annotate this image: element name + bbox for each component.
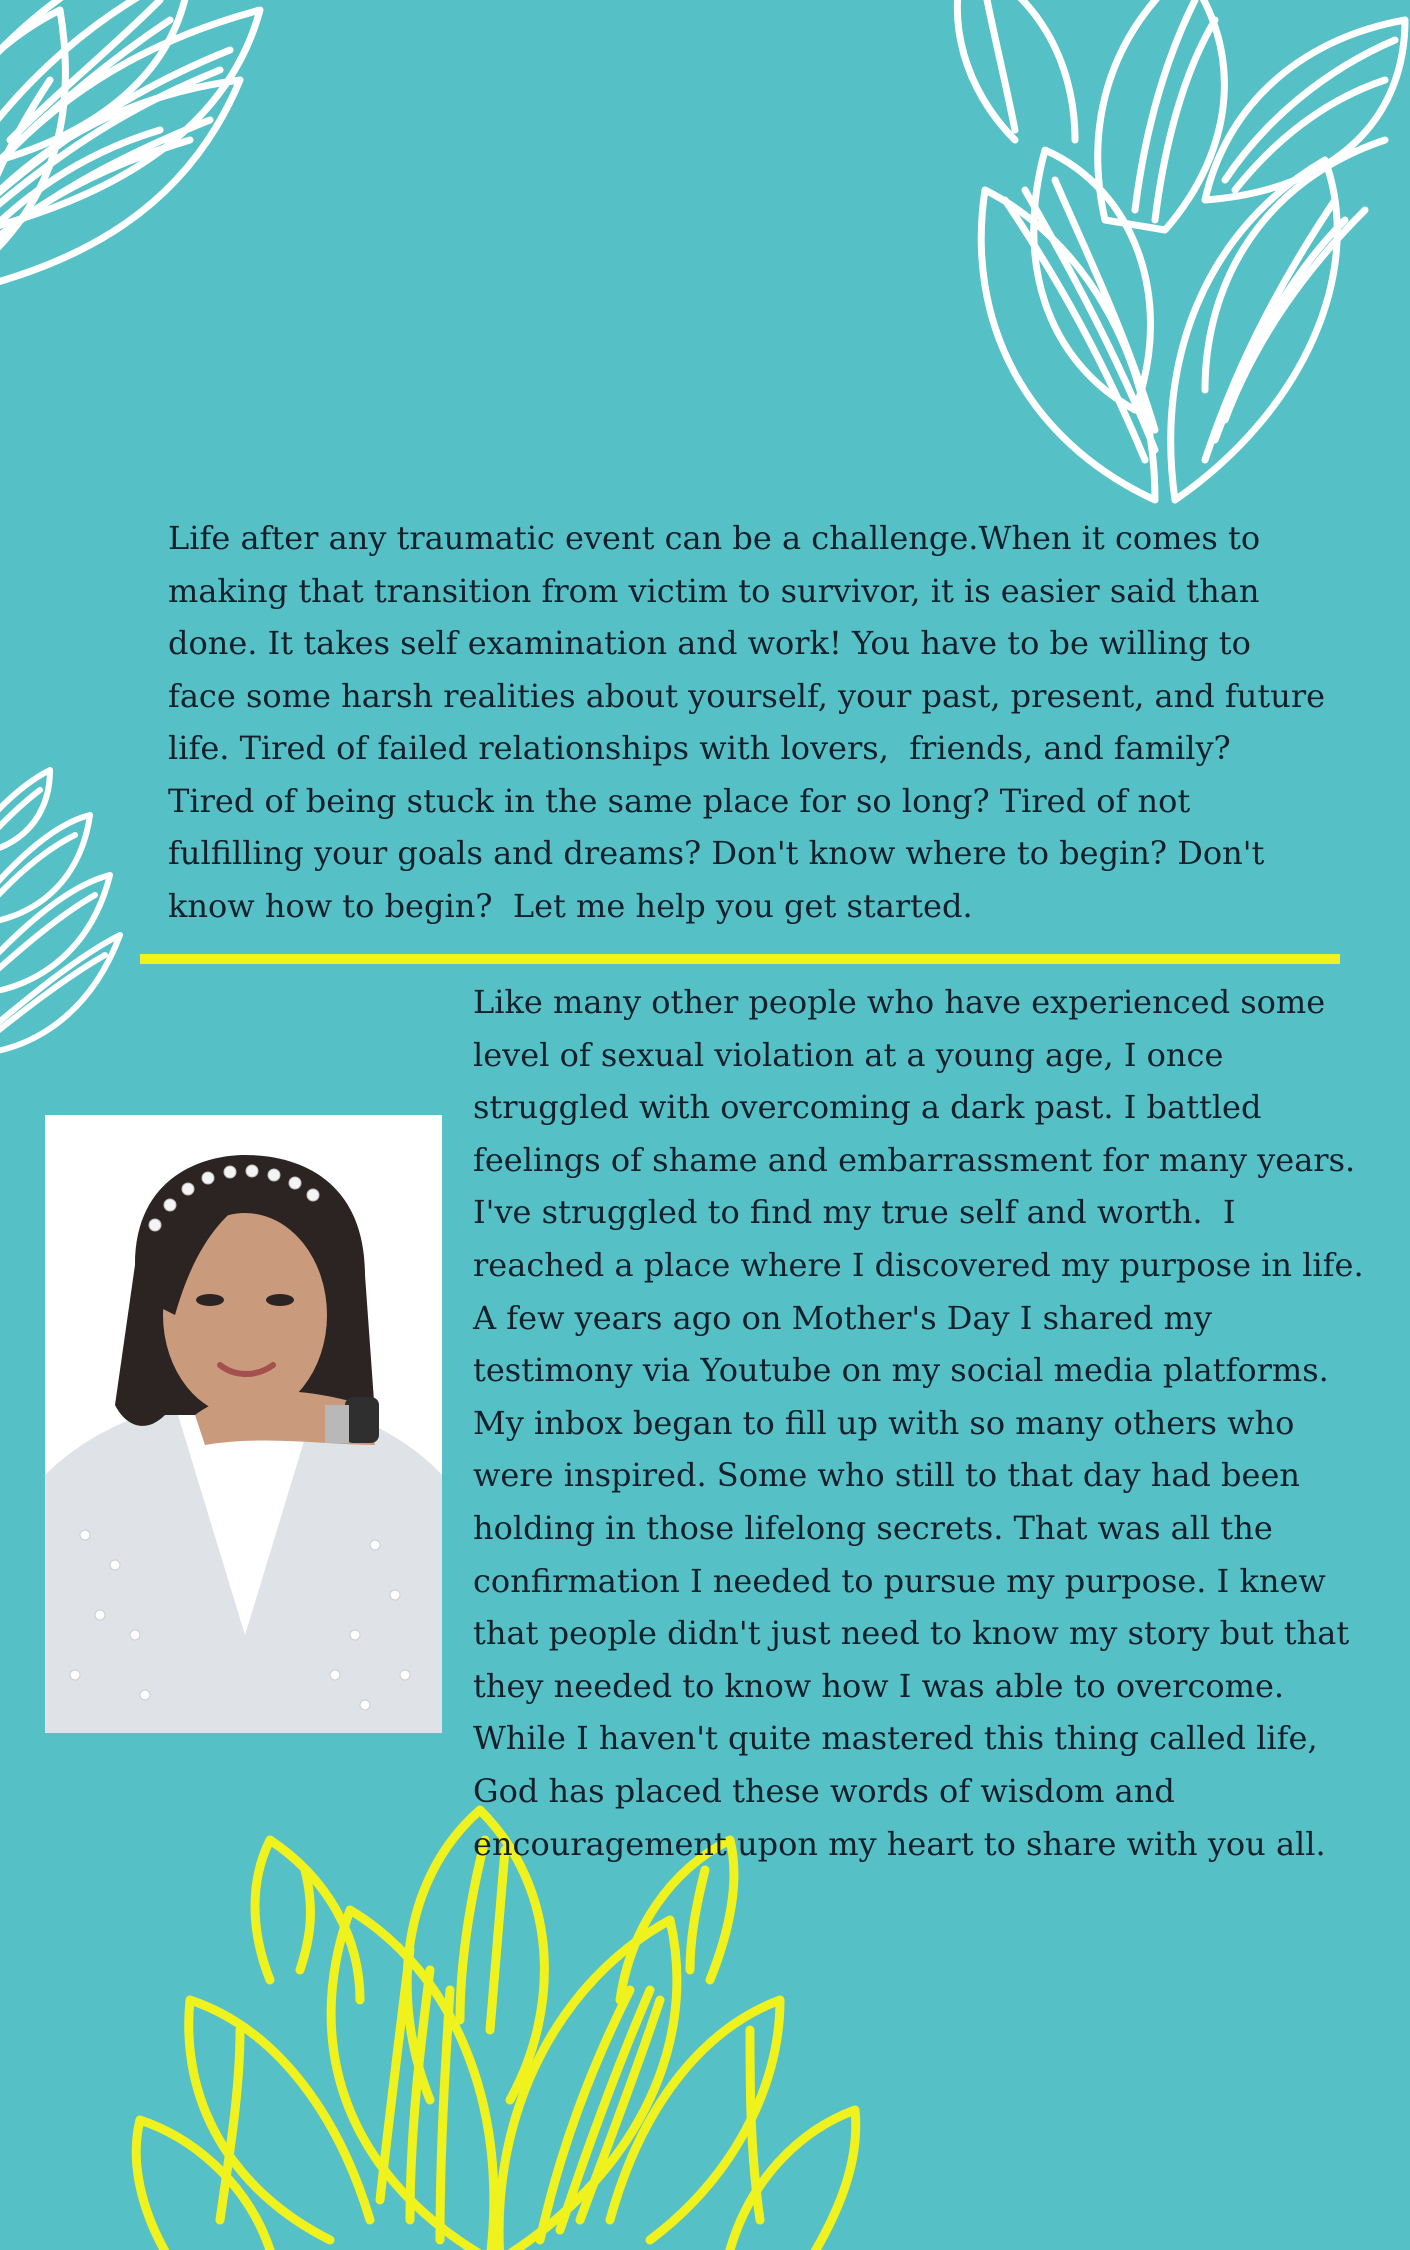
- white-lotus-left-middle: [0, 755, 130, 1075]
- white-lotus-top-right: [905, 0, 1410, 520]
- portrait-photo: [45, 1115, 442, 1733]
- intro-paragraph: Life after any traumatic event can be a challenge.When it comes to making that transition from victim to survivor, it is easier said than done. It takes self examination and work! You have to be willing to face some harsh realities about yourself, your past, present, and future life. Tired of failed relationships with lovers, friends, and family? Tired of being stuck in the same place for so long? Tired of not fulfilling your goals and dreams? Don't know where to begin? Don't know how to begin? Let me help you get started.: [168, 519, 1326, 925]
- story-paragraph: Like many other people who have experienced some level of sexual violation at a young age, I once struggled with overcoming a dark past. I battled feelings of shame and embarrassment for many years. I've struggled to find my true self and worth. I reached a place where I discovered my purpose in life. A few years ago on Mother's Day I shared my testimony via Youtube on my social media platforms. My inbox began to fill up with so many others who were inspired. Some who still to that day had been holding in those lifelong secrets. That was all the confirmation I needed to pursue my purpose. I knew that people didn't just need to know my story but that they needed to know how I was able to overcome. While I haven't quite mastered this thing called life, God has placed these words of wisdom and encouragement upon my heart to share with you all.: [473, 983, 1364, 1863]
- white-lotus-top-left: [0, 0, 300, 360]
- yellow-divider: [140, 954, 1340, 964]
- portrait-illustration: [45, 1115, 442, 1733]
